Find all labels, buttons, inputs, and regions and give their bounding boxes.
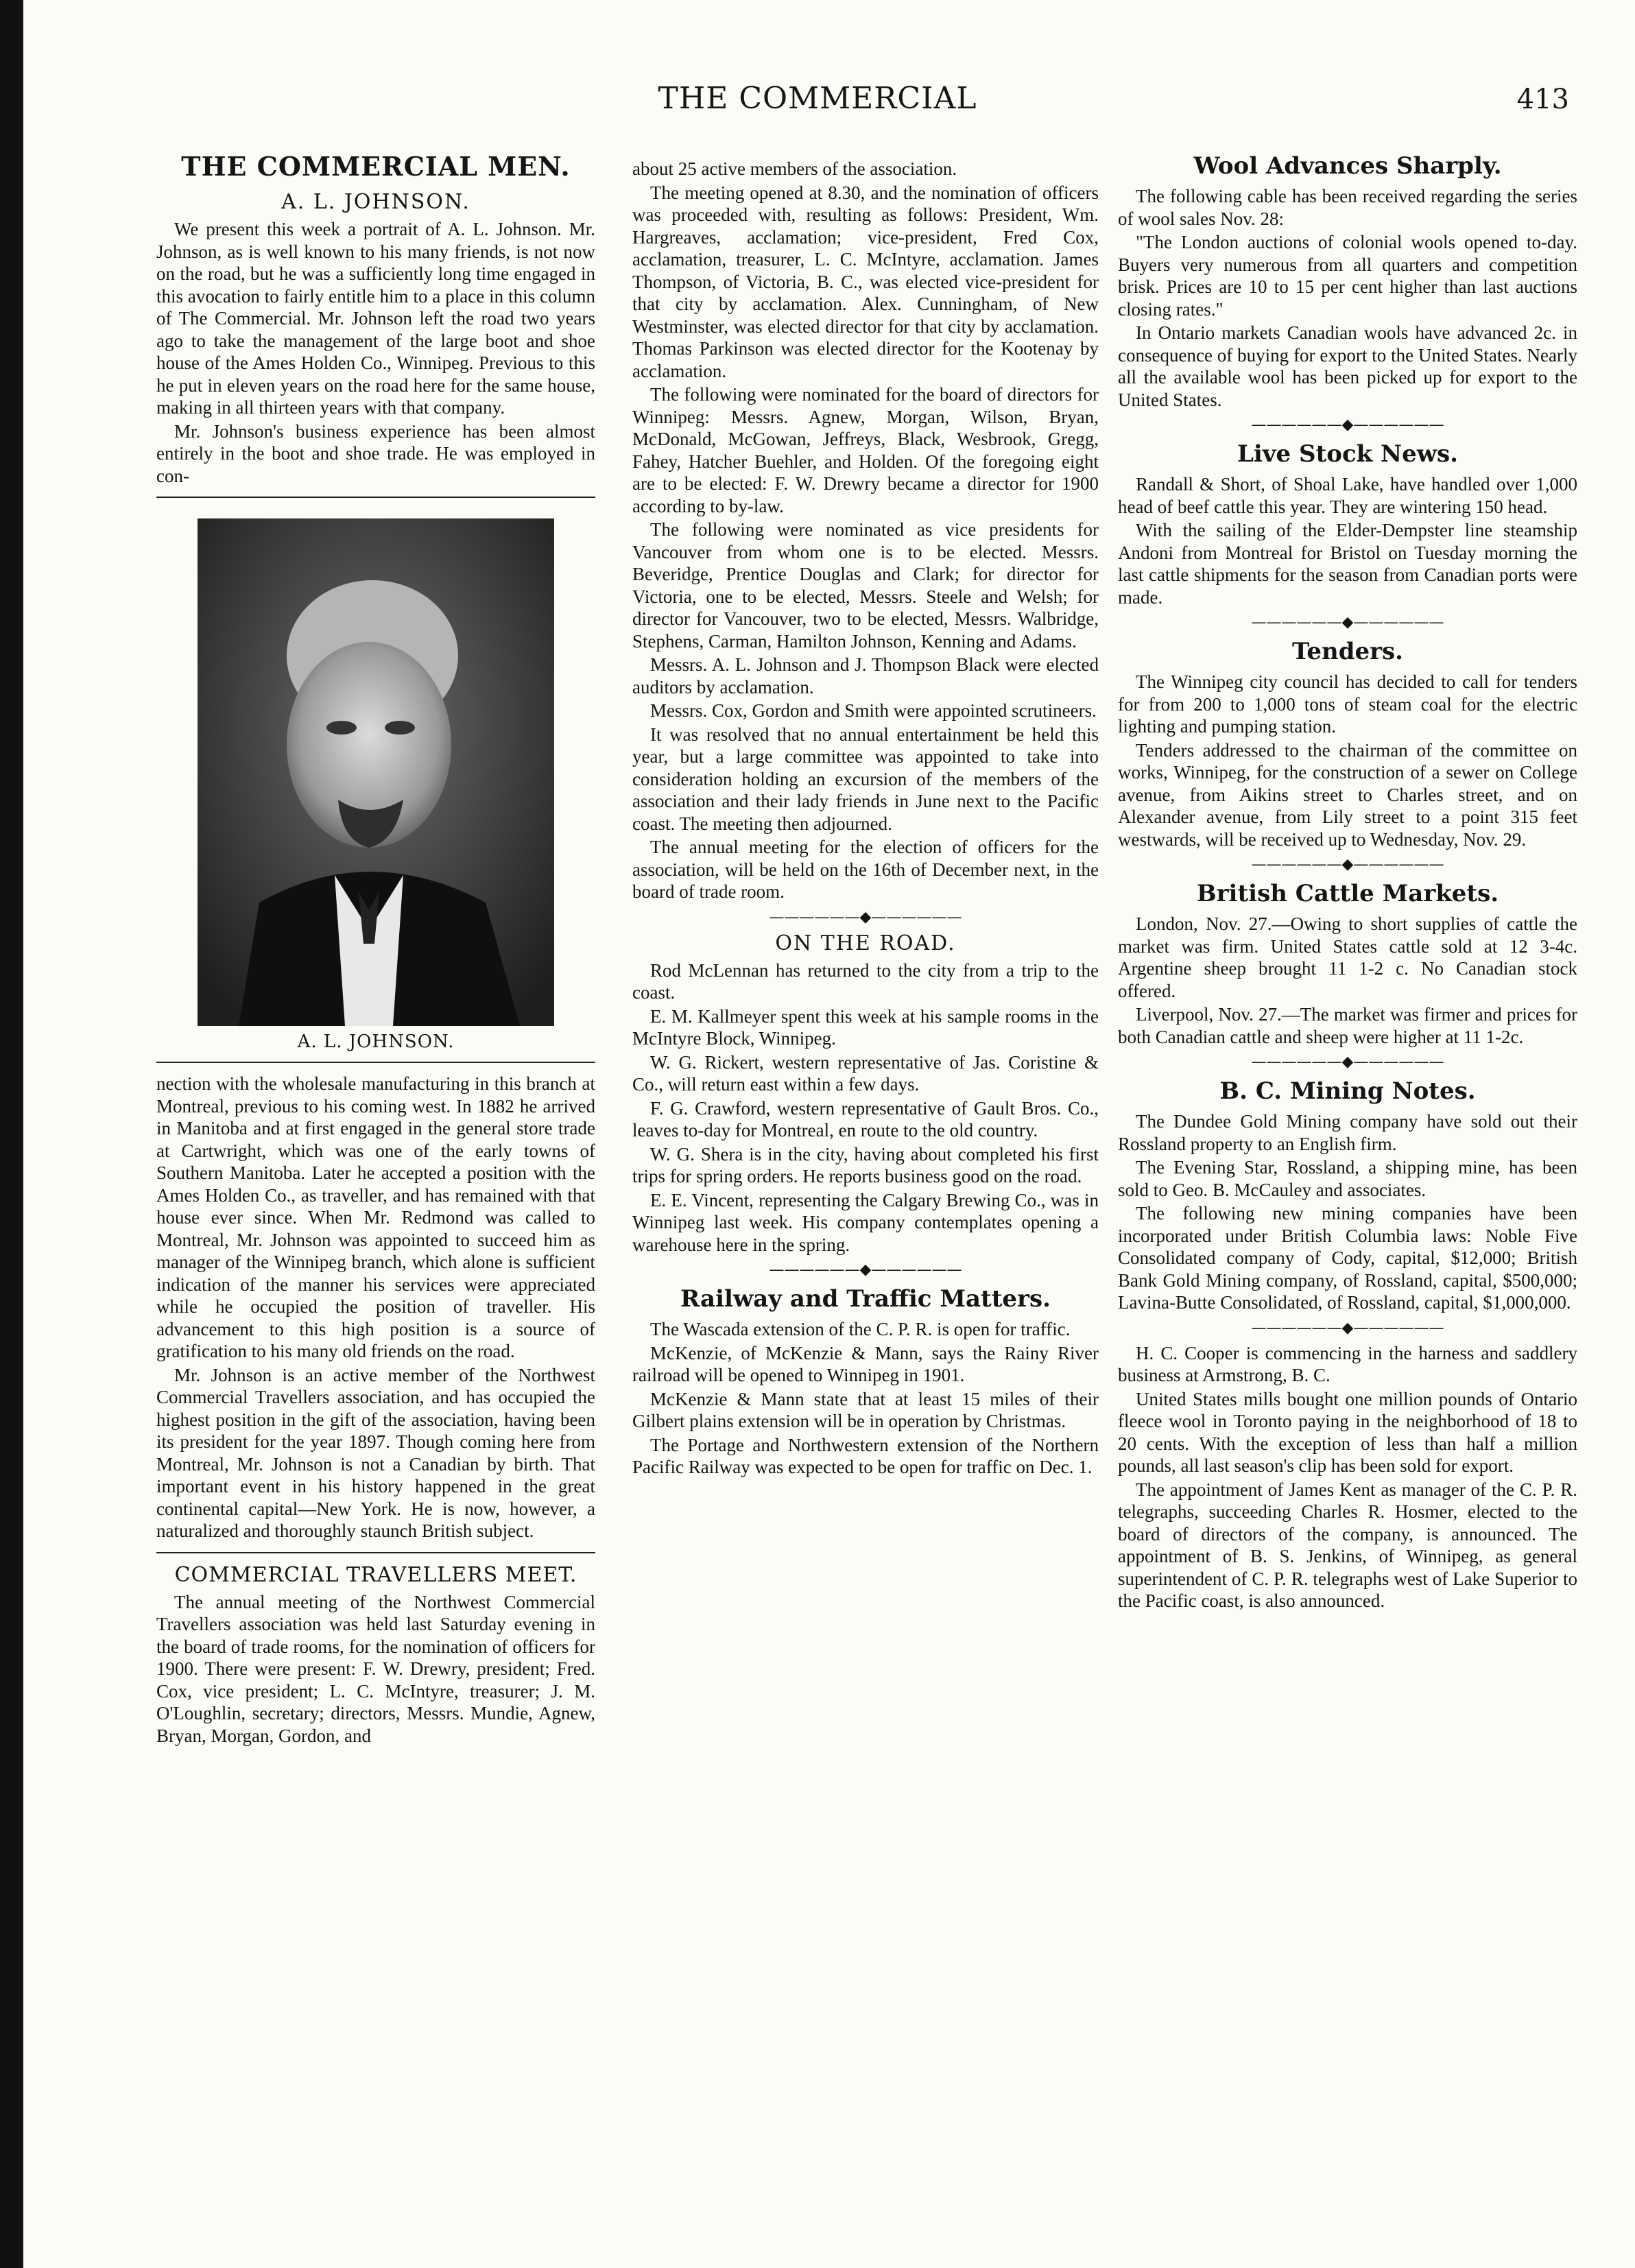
- paragraph: The following were nominated for the board of directors for Winnipeg: Messrs. Agnew, Morgan, Wilson, Bryan, McDonald, McGowan, Jeffreys, Black, Wesbrook, Gregg, Fahey, Hatcher Buehler, and Holden. Of the foregoing eight are to be elected: F. W. Drewry became a director for 1900 according to by-law.: [632, 384, 1099, 516]
- photo-caption: A. L. JOHNSON.: [297, 1031, 455, 1052]
- paragraph: The following cable has been received regarding the series of wool sales Nov. 28:: [1118, 186, 1577, 229]
- ornament-divider: ——————◆——————: [1251, 614, 1444, 631]
- paragraph: The Dundee Gold Mining company have sold out their Rossland property to an English firm.: [1118, 1111, 1577, 1154]
- article-heading: ON THE ROAD.: [775, 931, 956, 955]
- binding-edge: [0, 0, 23, 2268]
- paragraph: about 25 active members of the association.: [632, 158, 957, 179]
- paragraph: Randall & Short, of Shoal Lake, have handled over 1,000 head of beef cattle this year. They are wintering 150 head.: [1118, 474, 1577, 517]
- portrait-image: [198, 518, 554, 1026]
- divider: [156, 1062, 595, 1063]
- paragraph: E. M. Kallmeyer spent this week at his sample rooms in the McIntyre Block, Winnipeg.: [632, 1005, 1099, 1049]
- ornament-divider: ——————◆——————: [1251, 416, 1444, 433]
- paragraph: In Ontario markets Canadian wools have advanced 2c. in consequence of buying for export to the United States. Nearly all the available wool has been picked up for export to the United States.: [1118, 322, 1577, 410]
- paragraph: Messrs. Cox, Gordon and Smith were appointed scrutineers.: [650, 700, 1097, 721]
- page-number: 413: [1516, 84, 1569, 115]
- ornament-divider: ——————◆——————: [769, 1261, 962, 1278]
- paragraph: The annual meeting of the Northwest Commercial Travellers association was held last Saturday evening in the board of trade rooms, for the nomination of officers for 1900. There were present: F. W. Drewry, president; Fred. Cox, vice president; L. C. McIntyre, treasurer; J. M. O'Loughlin, secretary; directors, Messrs. Mundie, Agnew, Bryan, Morgan, Gordon, and: [156, 1591, 595, 1746]
- paragraph: The appointment of James Kent as manager of the C. P. R. telegraphs, succeeding Charles R. Hosmer, elected to the board of directors of the company, is announced. The appointment of B. S. Jenkins, of Winnipeg, as general superintendent of C. P. R. telegraphs west of Lake Superior to the Pacific coast, is also announced.: [1118, 1479, 1577, 1611]
- paragraph: The following new mining companies have been incorporated under British Columbia laws: Noble Five Consolidated company of Cody, capital, $12,000; British Bank Gold Mining company, of Rossland, capital, $500,000; Lavina-Butte Consolidated, of Rossland, capital, $1,000,000.: [1118, 1203, 1577, 1313]
- paragraph: McKenzie & Mann state that at least 15 miles of their Gilbert plains extension will be in operation by Christmas.: [632, 1388, 1099, 1431]
- paragraph: The Wascada extension of the C. P. R. is open for traffic.: [650, 1319, 1071, 1339]
- article-heading: Railway and Traffic Matters.: [680, 1285, 1051, 1313]
- paragraph: We present this week a portrait of A. L. Johnson. Mr. Johnson, as is well known to his many friends, is not now on the road, but he was a sufficiently long time engaged in this avocation to fairly entitle him to a place in this column of The Commercial. Mr. Johnson left the road two years ago to take the management of the large boot and shoe house of the Ames Holden Co., Winnipeg. Previous to this he put in eleven years on the road here for the same house, making in all thirteen years with that company.: [156, 219, 595, 418]
- divider: [156, 1552, 595, 1553]
- paragraph: W. G. Rickert, western representative of Jas. Coristine & Co., will return east within a few days.: [632, 1051, 1099, 1095]
- paragraph: London, Nov. 27.—Owing to short supplies of cattle the market was firm. United States cattle sold at 12 3-4c. Argentine sheep brought 11 1-2 c. No Canadian stock offered.: [1118, 914, 1577, 1001]
- ornament-divider: ——————◆——————: [1251, 1319, 1444, 1337]
- paragraph: E. E. Vincent, representing the Calgary Brewing Co., was in Winnipeg last week. His company contemplates opening a warehouse here in the spring.: [632, 1189, 1099, 1255]
- paragraph: The Evening Star, Rossland, a shipping mine, has been sold to Geo. B. McCauley and associates.: [1118, 1157, 1577, 1200]
- ornament-divider: ——————◆——————: [1251, 1053, 1444, 1071]
- paragraph: The Winnipeg city council has decided to call for tenders for from 200 to 1,000 tons of steam coal for the electric lighting and pumping station.: [1118, 671, 1577, 737]
- paragraph: The meeting opened at 8.30, and the nomination of officers was proceeded with, resulting as follows: President, Wm. Hargreaves, acclamation; vice-president, Fred Cox, acclamation, treasurer, L. C. McIntyre, acclamation. James Thompson, of Victoria, B. C., was elected vice-president for that city by acclamation. Alex. Cunningham, of New Westminster, was elected director for that city by acclamation. Thomas Parkinson was elected director for the Kootenay by acclamation.: [632, 182, 1099, 381]
- paragraph: nection with the wholesale manufacturing in this branch at Montreal, previous to his coming west. In 1882 he arrived in Manitoba and at first engaged in the general store trade at Cartwright, which was one of the early towns of Southern Manitoba. Later he accepted a position with the Ames Holden Co., as traveller, and has remained with that house ever since. When Mr. Redmond was called to Montreal, Mr. Johnson was appointed to succeed him as manager of the Winnipeg branch, which alone is sufficient indication of the manner his services were appreciated while he occupied the position of traveller. His advancement to this high position is a source of gratification to his many old friends on the road.: [156, 1073, 595, 1361]
- column-middle: [632, 137, 1099, 2215]
- article-heading: Live Stock News.: [1237, 440, 1459, 468]
- ornament-divider: ——————◆——————: [1251, 856, 1444, 873]
- article-heading: COMMERCIAL TRAVELLERS MEET.: [174, 1562, 577, 1587]
- paragraph: W. G. Shera is in the city, having about completed his first trips for spring orders. He reports business good on the road.: [632, 1143, 1099, 1186]
- section-heading: THE COMMERCIAL MEN.: [181, 151, 571, 182]
- paragraph: The following were nominated as vice presidents for Vancouver from whom one is to be elected. Messrs. Beveridge, Prentice Douglas and Clark; for director for Victoria, one to be elected, Messrs. Steele and Welsh; for director for Vancouver, two to be elected, Messrs. Walbridge, Stephens, Carman, Hamilton Johnson, Kenning and Adams.: [632, 519, 1099, 652]
- portrait-photo: [198, 518, 554, 1026]
- paragraph: United States mills bought one million pounds of Ontario fleece wool in Toronto paying in the neighborhood of 18 to 20 cents. With the exception of less than half a million pounds, all last season's clip has been sold for export.: [1118, 1388, 1577, 1476]
- paragraph: Liverpool, Nov. 27.—The market was firmer and prices for both Canadian cattle and sheep were higher at 11 1-2c.: [1118, 1004, 1577, 1047]
- divider: [156, 497, 595, 498]
- paragraph: Messrs. A. L. Johnson and J. Thompson Black were elected auditors by acclamation.: [632, 654, 1099, 697]
- article-subheading: A. L. JOHNSON.: [281, 190, 470, 214]
- paragraph: Tenders addressed to the chairman of the committee on works, Winnipeg, for the construction of a sewer on College avenue, from Aikins street to Charles street, and on Alexander avenue, from Lily street to a point 315 feet westwards, will be received up to Wednesday, Nov. 29.: [1118, 739, 1577, 850]
- article-heading: Tenders.: [1291, 638, 1404, 665]
- paragraph: It was resolved that no annual entertainment be held this year, but a large committee was appointed to take into consideration holding an excursion of the members of the association and their lady friends in June next to the Pacific coast. The meeting then adjourned.: [632, 724, 1099, 834]
- paragraph: Mr. Johnson is an active member of the Northwest Commercial Travellers association, and has occupied the highest position in the gift of the association, having been its president for the year 1897. Though coming here from Montreal, Mr. Johnson is not a Canadian by birth. That important event in his history happened in the great continental capital—New York. He is now, however, a naturalized and thoroughly staunch British subject.: [156, 1364, 595, 1541]
- paragraph: Mr. Johnson's business experience has been almost entirely in the boot and shoe trade. He was employed in con-: [156, 420, 595, 486]
- running-title: THE COMMERCIAL: [658, 81, 977, 116]
- article-heading: B. C. Mining Notes.: [1219, 1077, 1476, 1105]
- column-left: [156, 137, 595, 2215]
- paragraph: The annual meeting for the election of officers for the association, will be held on the 16th of December next, in the board of trade room.: [632, 837, 1099, 902]
- paragraph: The Portage and Northwestern extension of the Northern Pacific Railway was expected to be open for traffic on Dec. 1.: [632, 1434, 1099, 1477]
- paragraph: F. G. Crawford, western representative of Gault Bros. Co., leaves to-day for Montreal, en route to the old country.: [632, 1097, 1099, 1141]
- column-right: [1118, 137, 1577, 2215]
- paragraph: With the sailing of the Elder-Dempster line steamship Andoni from Montreal for Bristol on Tuesday morning the last cattle shipments for the season from Canadian ports were made.: [1118, 520, 1577, 608]
- article-heading: Wool Advances Sharply.: [1193, 152, 1502, 180]
- paragraph: H. C. Cooper is commencing in the harness and saddlery business at Armstrong, B. C.: [1118, 1342, 1577, 1385]
- ornament-divider: ——————◆——————: [769, 908, 962, 926]
- paragraph: McKenzie, of McKenzie & Mann, says the Rainy River railroad will be opened to Winnipeg in 1901.: [632, 1342, 1099, 1385]
- paragraph: "The London auctions of colonial wools opened to-day. Buyers very numerous from all quarters and competition brisk. Prices are 10 to 15 per cent higher than last auctions closing rates.": [1118, 232, 1577, 320]
- article-heading: British Cattle Markets.: [1196, 880, 1499, 907]
- paragraph: Rod McLennan has returned to the city from a trip to the coast.: [632, 959, 1099, 1003]
- page-header: [0, 81, 1635, 129]
